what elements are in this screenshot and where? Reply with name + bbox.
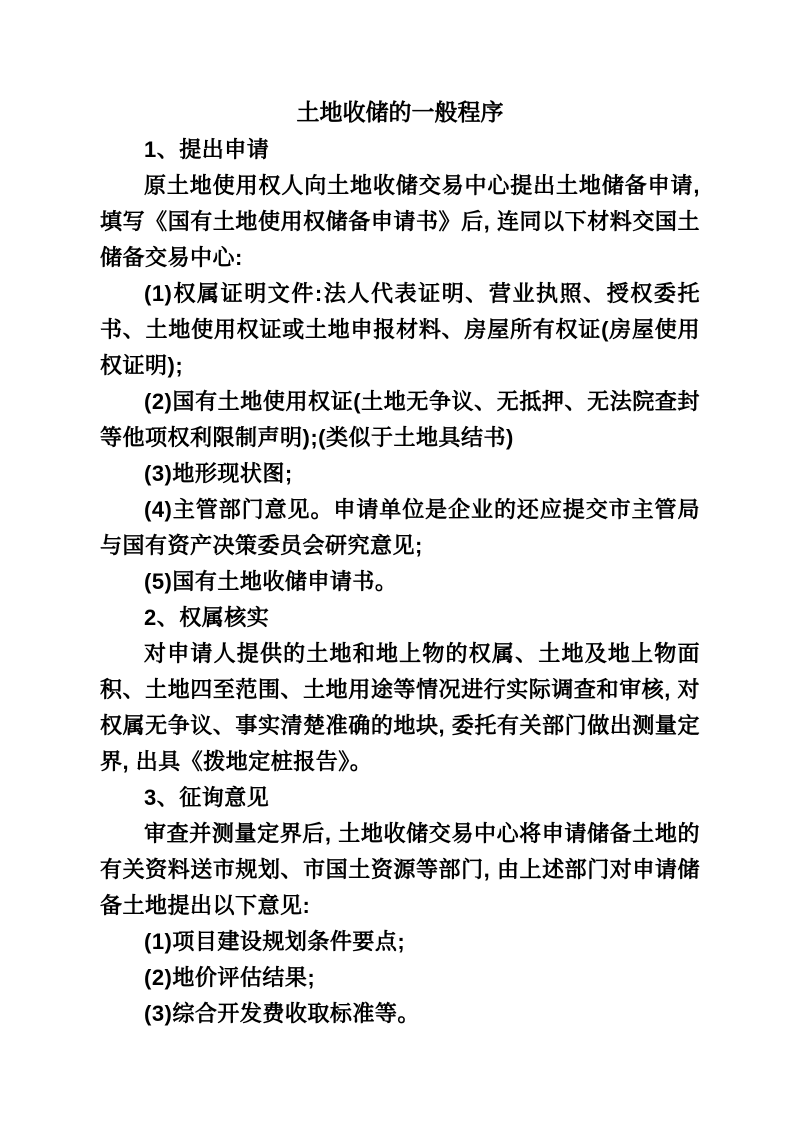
list-item-1-2: (2)国有土地使用权证(土地无争议、无抵押、无法院查封等他项权利限制声明);(类似于土地具结书) [100, 389, 700, 450]
paragraph-step-2: 对申请人提供的土地和地上物的权属、土地及地上物面积、土地四至范围、土地用途等情况进行实际调查和审核, 对权属无争议、事实清楚准确的地块, 委托有关部门做出测量定界, 出具《拨地定桩报告》。 [100, 641, 700, 774]
list-item-1-4: (4)主管部门意见。申请单位是企业的还应提交市主管局与国有资产决策委员会研究意见; [100, 497, 700, 558]
list-item-3-3: (3)综合开发费收取标准等。 [144, 1001, 420, 1026]
list-item-3-2: (2)地价评估结果; [144, 965, 316, 990]
heading-step-2: 2、权属核实 [144, 605, 270, 630]
list-item-1-1: (1)权属证明文件:法人代表证明、营业执照、授权委托书、土地使用权证或土地申报材料、房屋所有权证(房屋使用权证明); [100, 281, 700, 378]
paragraph-step-3-intro: 审查并测量定界后, 土地收储交易中心将申请储备土地的有关资料送市规划、市国土资源等部门, 由上述部门对申请储备土地提出以下意见: [100, 821, 700, 918]
list-item-1-5: (5)国有土地收储申请书。 [144, 569, 398, 594]
document-title: 土地收储的一般程序 [296, 99, 504, 125]
paragraph-step-1-intro: 原土地使用权人向土地收储交易中心提出土地储备申请, 填写《国有土地使用权储备申请书》后, 连同以下材料交国土储备交易中心: [100, 173, 700, 270]
list-item-3-1: (1)项目建设规划条件要点; [144, 929, 406, 954]
list-item-1-3: (3)地形现状图; [144, 461, 293, 486]
heading-step-1: 1、提出申请 [144, 137, 270, 162]
heading-step-3: 3、征询意见 [144, 785, 270, 810]
